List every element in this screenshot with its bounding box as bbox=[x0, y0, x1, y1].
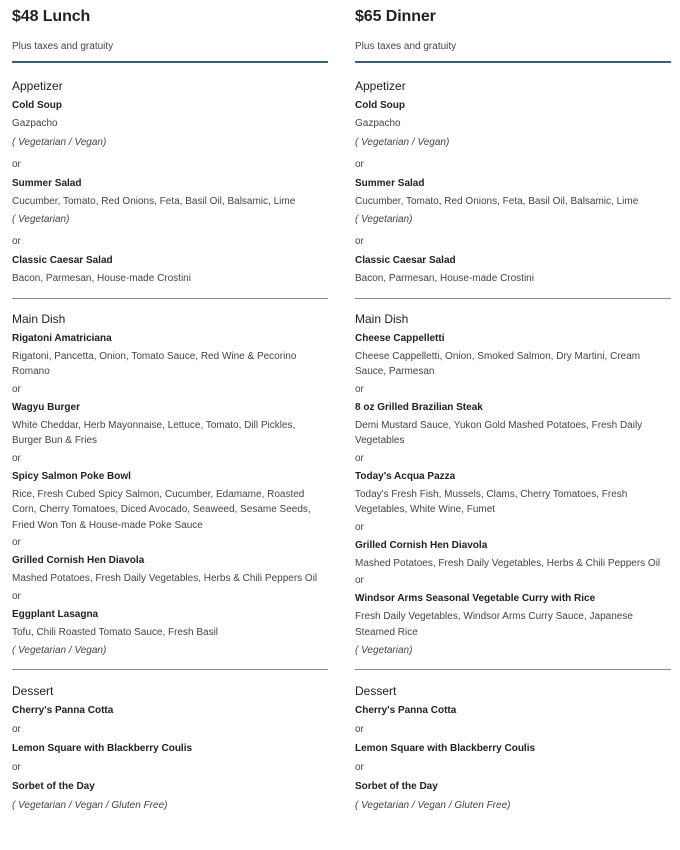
or-separator: or bbox=[355, 575, 364, 586]
item-name: Lemon Square with Blackberry Coulis bbox=[355, 743, 536, 754]
item-name: Rigatoni Amatriciana bbox=[12, 332, 112, 344]
menu-title: $65 Dinner bbox=[355, 8, 436, 25]
section-title: Appetizer bbox=[12, 79, 63, 93]
item-name: Cherry's Panna Cotta bbox=[12, 705, 114, 716]
item-description: Mashed Potatoes, Fresh Daily Vegetables, Herbs & Chili Peppers Oil bbox=[355, 557, 661, 569]
or-separator: or bbox=[12, 724, 21, 735]
item-description: Rigatoni, Pancetta, Onion, Tomato Sauce, Red Wine & Pecorino Romano bbox=[12, 350, 297, 377]
or-separator: or bbox=[355, 236, 364, 247]
item-description: Cucumber, Tomato, Red Onions, Feta, Basil Oil, Balsamic, Lime bbox=[355, 195, 639, 207]
item-description: Bacon, Parmesan, House-made Crostini bbox=[355, 273, 534, 284]
main-dish-section bbox=[355, 312, 671, 658]
item-name: Grilled Cornish Hen Diavola bbox=[355, 539, 488, 551]
item-dietary-note: ( Vegetarian / Vegan) bbox=[355, 136, 450, 148]
item-name: 8 oz Grilled Brazilian Steak bbox=[355, 401, 483, 413]
section-title: Dessert bbox=[12, 684, 54, 698]
menu-title: $48 Lunch bbox=[12, 8, 91, 25]
lunch-menu bbox=[12, 0, 328, 812]
item-description: Demi Mustard Sauce, Yukon Gold Mashed Potatoes, Fresh Daily Vegetables bbox=[355, 419, 643, 446]
section-divider bbox=[355, 669, 671, 670]
item-name: Cherry's Panna Cotta bbox=[355, 705, 457, 716]
header-divider bbox=[12, 61, 328, 63]
dessert-section bbox=[12, 684, 328, 812]
item-dietary-note: ( Vegetarian / Vegan / Gluten Free) bbox=[355, 800, 511, 811]
item-name: Sorbet of the Day bbox=[12, 781, 95, 792]
or-separator: or bbox=[355, 521, 364, 533]
section-title: Main Dish bbox=[12, 311, 66, 326]
item-name: Sorbet of the Day bbox=[355, 781, 438, 792]
item-description: Cheese Cappelletti, Onion, Smoked Salmon, Dry Martini, Cream Sauce, Parmesan bbox=[355, 350, 641, 377]
dinner-menu bbox=[355, 0, 671, 812]
item-name: Cold Soup bbox=[355, 100, 405, 111]
section-title: Dessert bbox=[355, 684, 397, 698]
appetizer-section bbox=[355, 79, 671, 287]
item-description: Gazpacho bbox=[355, 118, 401, 129]
item-name: Classic Caesar Salad bbox=[355, 255, 456, 266]
menu-subtitle: Plus taxes and gratuity bbox=[355, 41, 457, 52]
item-name: Cold Soup bbox=[12, 100, 62, 111]
item-description: Today's Fresh Fish, Mussels, Clams, Cherry Tomatoes, Fresh Vegetables, White Wine, Fumet bbox=[355, 488, 628, 515]
or-separator: or bbox=[355, 762, 364, 773]
item-description: Cucumber, Tomato, Red Onions, Feta, Basil Oil, Balsamic, Lime bbox=[12, 195, 296, 207]
item-name: Eggplant Lasagna bbox=[12, 608, 99, 620]
item-description: White Cheddar, Herb Mayonnaise, Lettuce, Tomato, Dill Pickles, Burger Bun & Fries bbox=[12, 419, 296, 446]
item-dietary-note: ( Vegetarian) bbox=[355, 214, 413, 225]
or-separator: or bbox=[355, 383, 364, 395]
item-name: Summer Salad bbox=[12, 177, 82, 189]
or-separator: or bbox=[12, 537, 21, 548]
item-dietary-note: ( Vegetarian / Vegan / Gluten Free) bbox=[12, 800, 168, 811]
item-description: Tofu, Chili Roasted Tomato Sauce, Fresh Basil bbox=[12, 626, 219, 638]
or-separator: or bbox=[355, 452, 364, 464]
item-name: Lemon Square with Blackberry Coulis bbox=[12, 743, 193, 754]
dessert-section bbox=[355, 684, 671, 812]
appetizer-section bbox=[12, 79, 328, 287]
item-name: Summer Salad bbox=[355, 177, 425, 189]
or-separator: or bbox=[12, 452, 21, 464]
section-title: Appetizer bbox=[355, 79, 406, 93]
item-dietary-note: ( Vegetarian / Vegan) bbox=[12, 645, 107, 656]
item-description: Bacon, Parmesan, House-made Crostini bbox=[12, 273, 191, 284]
menu-subtitle: Plus taxes and gratuity bbox=[12, 41, 114, 52]
item-description: Fresh Daily Vegetables, Windsor Arms Curry Sauce, Japanese Steamed Rice bbox=[355, 611, 633, 638]
item-name: Classic Caesar Salad bbox=[12, 255, 113, 266]
item-description: Mashed Potatoes, Fresh Daily Vegetables, Herbs & Chili Peppers Oil bbox=[12, 573, 318, 584]
main-dish-section bbox=[12, 312, 328, 658]
item-name: Wagyu Burger bbox=[12, 401, 80, 413]
section-title: Main Dish bbox=[355, 311, 409, 326]
item-name: Spicy Salmon Poke Bowl bbox=[12, 470, 131, 482]
item-name: Windsor Arms Seasonal Vegetable Curry with Rice bbox=[355, 593, 596, 604]
or-separator: or bbox=[12, 590, 21, 602]
or-separator: or bbox=[355, 158, 364, 170]
item-dietary-note: ( Vegetarian / Vegan) bbox=[12, 136, 107, 148]
or-separator: or bbox=[12, 383, 21, 395]
header-divider bbox=[355, 61, 671, 63]
or-separator: or bbox=[12, 236, 21, 247]
section-divider bbox=[12, 298, 328, 299]
item-description: Rice, Fresh Cubed Spicy Salmon, Cucumber, Edamame, Roasted Corn, Cherry Tomatoes, Diced Avocado, Seaweed, Sesame Seeds, Fried Won Ton & House-made Poke Sauce bbox=[12, 488, 311, 531]
item-dietary-note: ( Vegetarian) bbox=[355, 645, 413, 656]
item-name: Cheese Cappelletti bbox=[355, 332, 445, 344]
item-name: Grilled Cornish Hen Diavola bbox=[12, 555, 145, 566]
or-separator: or bbox=[12, 762, 21, 773]
section-divider bbox=[12, 669, 328, 670]
or-separator: or bbox=[12, 158, 21, 170]
or-separator: or bbox=[355, 724, 364, 735]
item-dietary-note: ( Vegetarian) bbox=[12, 214, 70, 225]
item-description: Gazpacho bbox=[12, 118, 58, 129]
section-divider bbox=[355, 298, 671, 299]
item-name: Today's Acqua Pazza bbox=[355, 470, 456, 482]
